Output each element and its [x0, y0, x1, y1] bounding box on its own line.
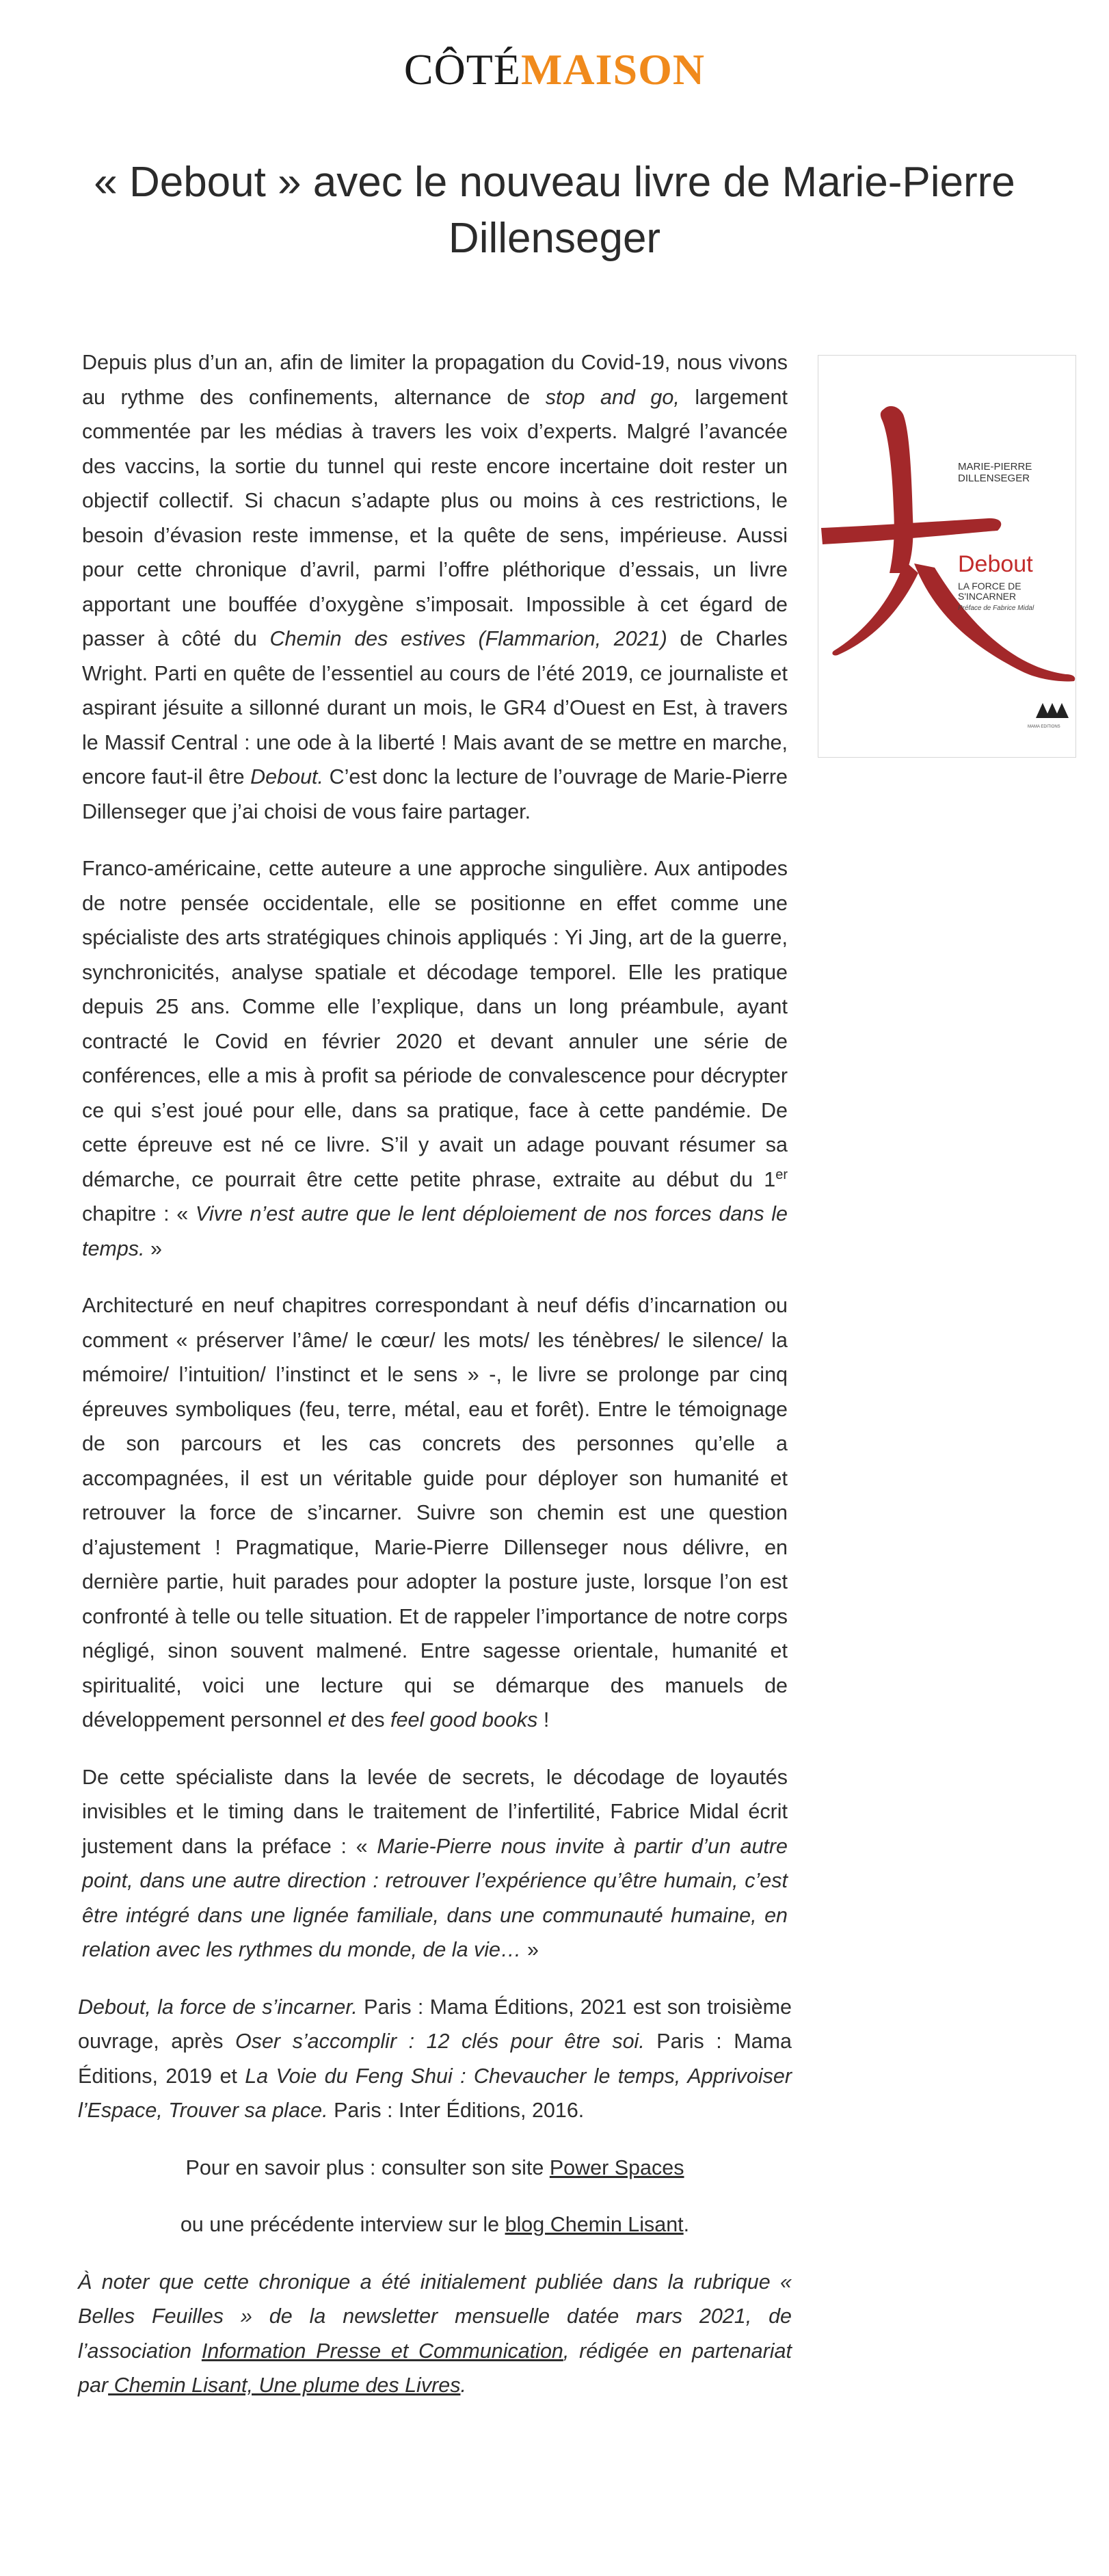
- cover-subtitle: LA FORCE DE S'INCARNER: [958, 581, 1021, 602]
- link-chemin-lisant-plume[interactable]: Chemin Lisant, Une plume des Livres: [108, 2374, 461, 2397]
- paragraph-previous-interview: ou une précédente interview sur le blog Chemin Lisant.: [180, 2213, 690, 2236]
- site-logo[interactable]: [0, 42, 1109, 97]
- paragraph-more-info: Pour en savoir plus : consulter son site Power Spaces: [185, 2155, 684, 2179]
- cover-author: MARIE-PIERRE DILLENSEGER: [958, 461, 1032, 484]
- link-information-presse[interactable]: Information Presse et Communication: [201, 2339, 563, 2363]
- logo-part-maison: MAISON: [520, 45, 706, 94]
- paragraph-chapters: Architecturé en neuf chapitres correspondant à neuf défis d’incarnation ou comment « préserver l’âme/ le cœur/ les mots/ les ténèbres/ le silence/ la mémoire/ l’intuition/ l’instinct et le sens » -, le livre se prolonge par cinq épreuves symboliques (feu, terre, métal, eau et forêt). Entre le témoignage de son parcours et les cas concrets des personnes qu’elle a accompagnées, il est un véritable guide pour déployer son humanité et retrouver la force de s’incarner. Suivre son chemin est une question d’ajustement ! Pragmatique, Marie-Pierre Dillenseger nous délivre, en dernière partie, huit parades pour adopter la posture juste, lorsque l’on est confronté à telle ou telle situation. Et de rappeler l’importance de notre corps négligé, sinon souvent malmené. Entre sagesse orientale, humanité et spiritualité, voici une lecture qui se démarque des manuels de développement personnel et des feel good books !: [82, 1294, 788, 1731]
- book-cover-image: [818, 355, 1076, 758]
- link-power-spaces[interactable]: Power Spaces: [549, 2155, 684, 2179]
- article-body: [78, 345, 792, 2426]
- cover-publisher: MAMA EDITIONS: [1028, 725, 1060, 729]
- cover-title: Debout: [958, 551, 1033, 577]
- paragraph-publication-note: À noter que cette chronique a été initialement publiée dans la rubrique « Belles Feuilles » de la newsletter mensuelle datée mars 2021, de l’association Information Presse et Communication, rédigée en partenariat par Chemin Lisant, Une plume des Livres.: [78, 2270, 792, 2397]
- paragraph-intro: Depuis plus d’un an, afin de limiter la propagation du Covid-19, nous vivons au rythme des confinements, alternance de stop and go, largement commentée par les médias à travers les voix d’experts. Malgré l’avancée des vaccins, la sortie du tunnel qui reste encore incertaine doit rester un objectif collectif. Si chacun s’adapte plus ou moins à ces restrictions, le besoin d’évasion reste immense, et la quête de sens, impérieuse. Aussi pour cette chronique d’avril, parmi l’offre pléthorique d’essais, un livre apportant une bouffée d’oxygène s’imposait. Impossible à cet égard de passer à côté du Chemin des estives (Flammarion, 2021) de Charles Wright. Parti en quête de l’essentiel au cours de l’été 2019, ce journaliste et aspirant jésuite a sillonné durant un mois, le GR4 d’Ouest en Est, à travers le Massif Central : une ode à la liberté ! Mais avant de se mettre en marche, encore faut-il être Debout. C’est donc la lecture de l’ouvrage de Marie-Pierre Dillenseger que j’ai choisi de vous faire partager.: [82, 351, 788, 823]
- logo-part-cote: CÔTÉ: [403, 45, 521, 94]
- calligraphy-character-da: [818, 356, 1077, 758]
- article-title: « Debout » avec le nouveau livre de Marie-Pierre Dillenseger: [94, 159, 1015, 262]
- paragraph-author: Franco-américaine, cette auteure a une approche singulière. Aux antipodes de notre pensée occidentale, elle se positionne en effet comme une spécialiste des arts stratégiques chinois appliqués : Yi Jing, art de la guerre, synchronicités, analyse spatiale et décodage temporel. Elle les pratique depuis 25 ans. Comme elle l’explique, dans un long préambule, ayant contracté le Covid en février 2020 et devant annuler une série de conférences, elle a mis à profit sa période de convalescence pour décrypter ce qui s’est joué pour elle, dans sa pratique, face à cette pandémie. De cette épreuve est né ce livre. S’il y avait un adage pouvant résumer sa démarche, ce pourrait être cette petite phrase, extraite au début du 1er chapitre : « Vivre n’est autre que le lent déploiement de nos forces dans le temps. »: [82, 857, 788, 1260]
- link-blog-chemin-lisant[interactable]: blog Chemin Lisant: [505, 2213, 684, 2236]
- paragraph-bibliography: Debout, la force de s’incarner. Paris : Mama Éditions, 2021 est son troisième ouvrage, après Oser s’accomplir : 12 clés pour être soi. Paris : Mama Éditions, 2019 et La Voie du Feng Shui : Chevaucher le temps, Apprivoiser l’Espace, Trouver sa place. Paris : Inter Éditions, 2016.: [78, 1995, 792, 2122]
- paragraph-preface-quote: De cette spécialiste dans la levée de secrets, le décodage de loyautés invisibles et le timing dans le traitement de l’infertilité, Fabrice Midal écrit justement dans la préface : « Marie-Pierre nous invite à partir d’un autre point, dans une autre direction : retrouver l’expérience qu’être humain, c’est être intégré dans une lignée familiale, dans une communauté humaine, en relation avec les rythmes du monde, de la vie… »: [82, 1765, 788, 1961]
- cover-preface: Préface de Fabrice Midal: [958, 605, 1034, 612]
